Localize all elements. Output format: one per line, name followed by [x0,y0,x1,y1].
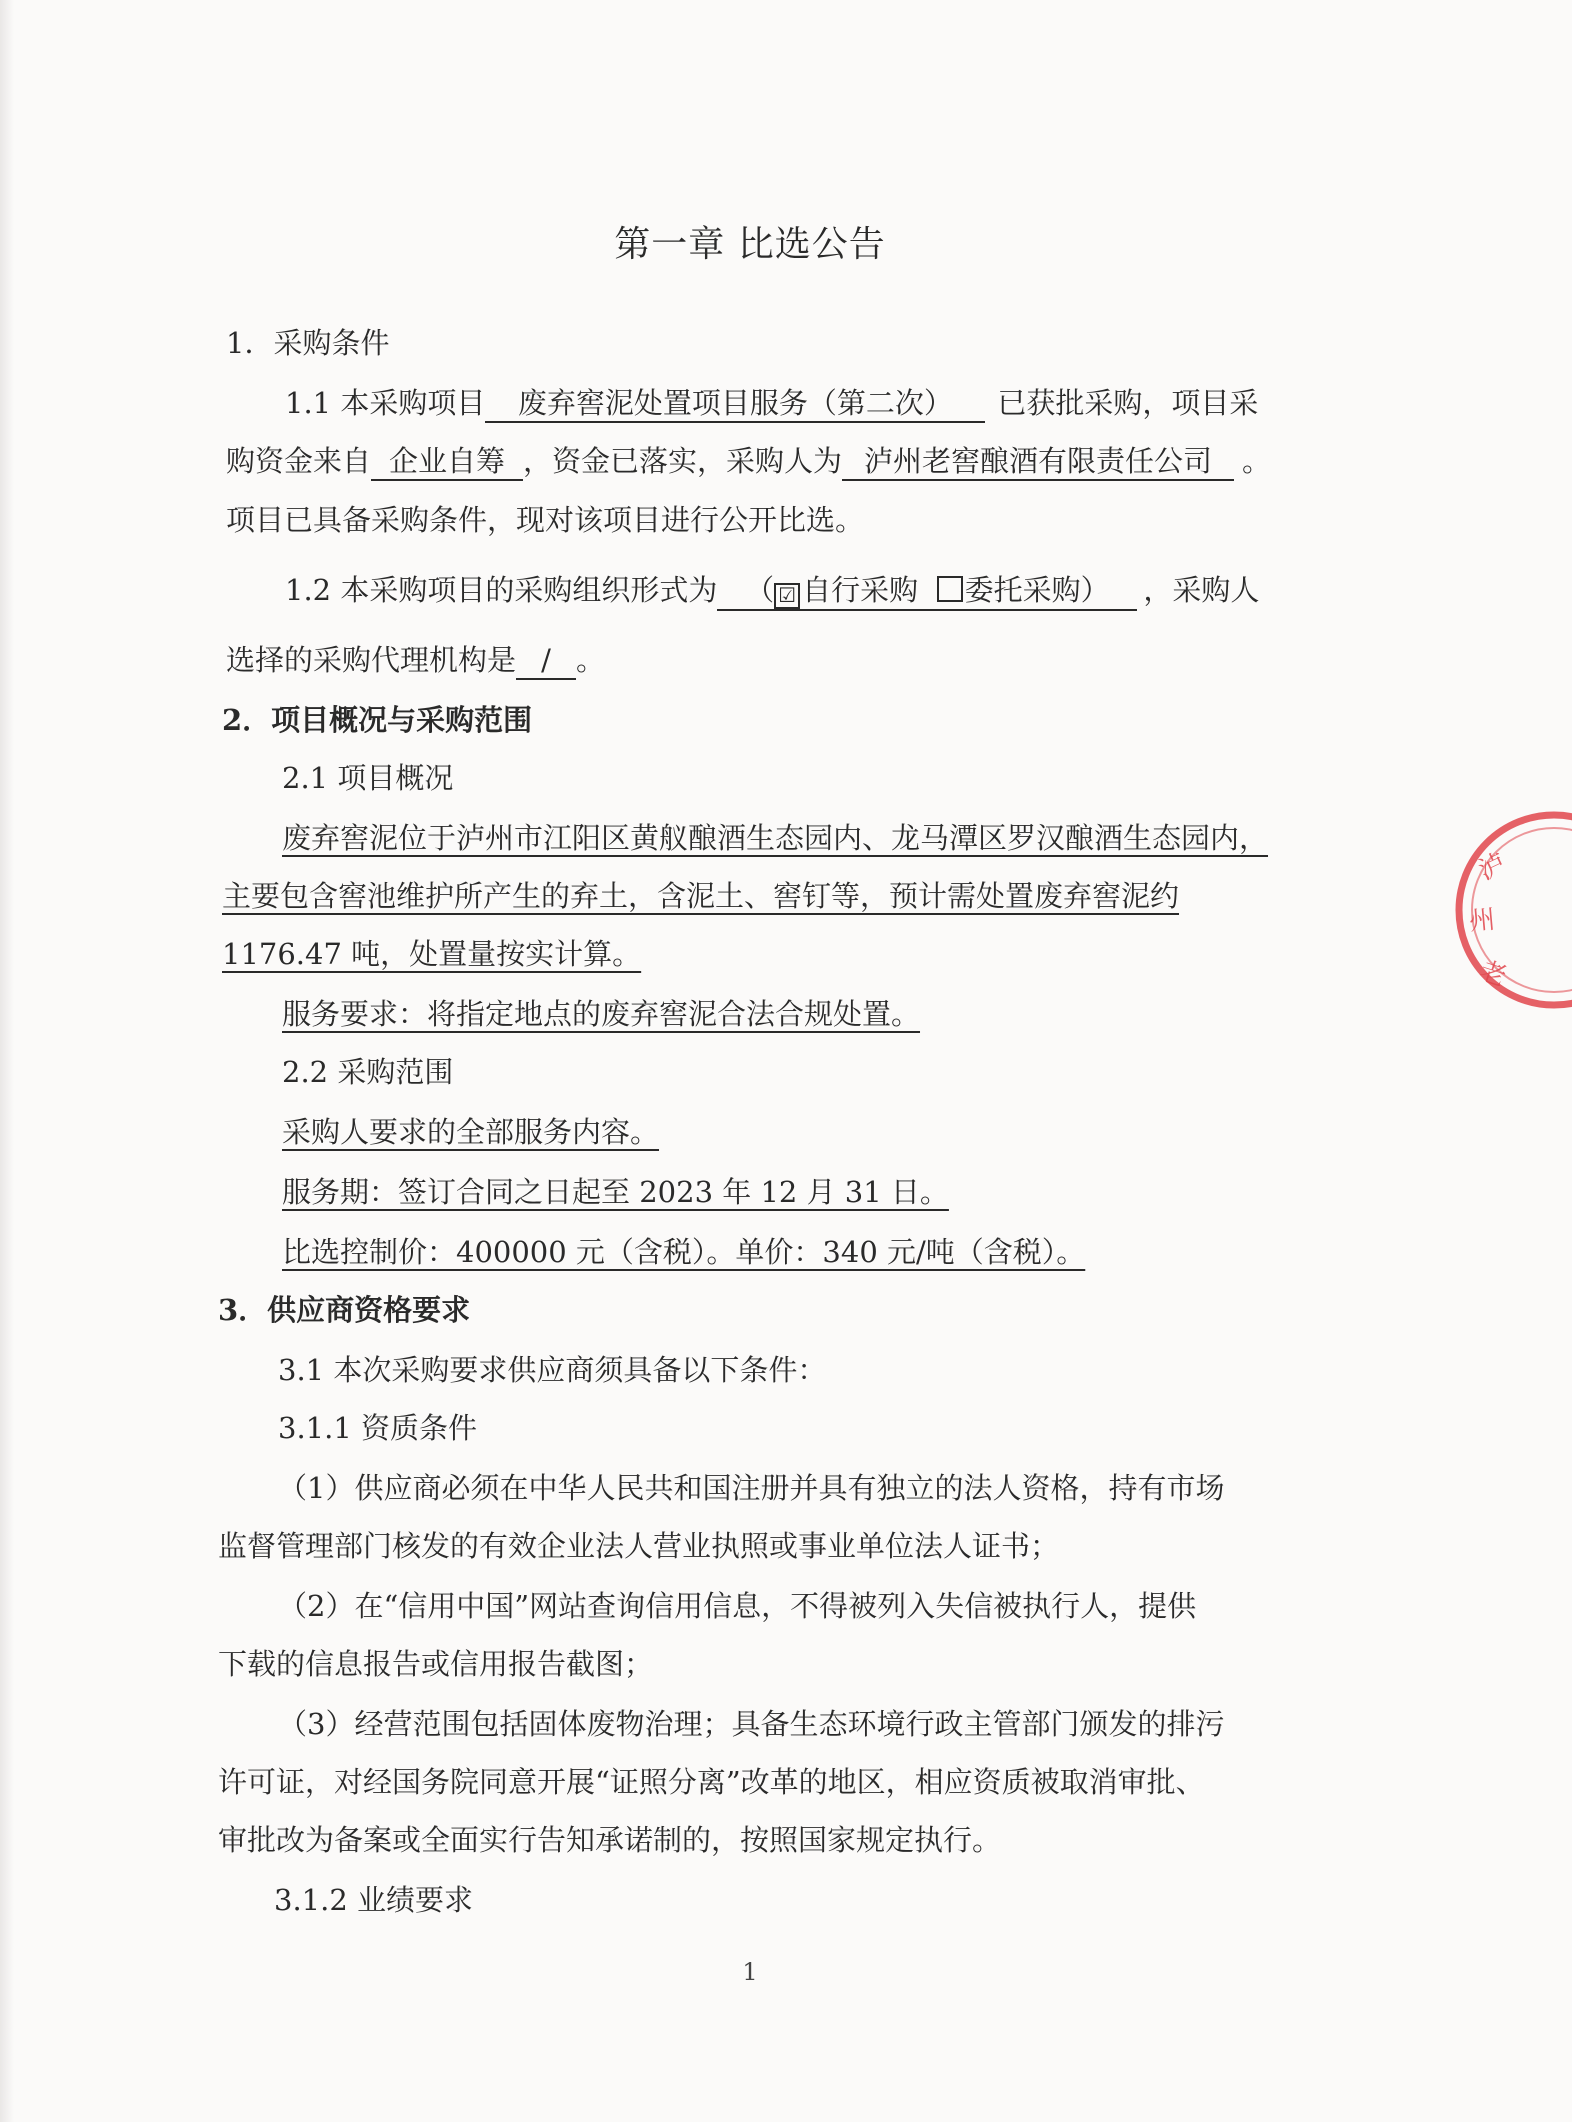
overview-line-2: 主要包含窖池维护所产生的弃土，含泥土、窖钉等，预计需处置废弃窖泥约 [222,879,1180,913]
page-number: 1 [742,1958,758,1986]
p2-lead: 1.2 本采购项目的采购组织形式为 [285,573,718,607]
agency-blank: / [516,642,576,680]
unchecked-box-icon [937,576,963,602]
condition-2-line-2: 下载的信息报告或信用报告截图； [218,1647,654,1681]
condition-1-line-2: 监督管理部门核发的有效企业法人营业执照或事业单位法人证书； [218,1529,1060,1563]
overview-line-1: 废弃窖泥位于泸州市江阳区黄舣酿酒生态园内、龙马潭区罗汉酿酒生态园内， [282,821,1269,855]
control-price: 比选控制价：400000 元（含税）。单价：340 元/吨（含税）。 [282,1235,1086,1269]
section-1-heading: 1．采购条件 [226,326,390,360]
p1-line2-end: 。 [1242,444,1272,478]
purchaser-blank: 泸州老窖酿酒有限责任公司 [842,443,1234,481]
purchase-form-blank [717,572,1137,611]
fund-source-blank: 企业自筹 [371,443,523,481]
project-name-blank: 废弃窖泥处置项目服务（第二次） [485,385,985,423]
form-open: （ [745,573,775,607]
scan-edge-shadow [0,0,14,2122]
chapter-title: 第一章 比选公告 [614,224,886,265]
form-close: ） [1080,573,1110,607]
scope-text: 采购人要求的全部服务内容。 [282,1115,660,1149]
condition-3-line-3: 审批改为备案或全面实行告知承诺制的，按照国家规定执行。 [218,1823,1002,1857]
self-purchase-option: 自行采购 [802,573,919,607]
p2-end: ，采购人 [1143,573,1260,607]
entrust-purchase-option: 委托采购 [964,573,1081,607]
svg-text:老: 老 [1475,956,1510,993]
svg-text:泸: 泸 [1474,848,1511,887]
p2-line2-end: 。 [576,643,606,677]
checked-box-icon: ☑ [774,583,800,609]
p2-line2-lead: 选择的采购代理机构是 [226,643,517,677]
paragraph-1-1-line-1 [285,383,1258,423]
condition-2-line-1: （2）在“信用中国”网站查询信用信息，不得被列入失信被执行人，提供 [278,1589,1197,1623]
condition-3-line-2: 许可证，对经国务院同意开展“证照分离”改革的地区，相应资质被取消审批、 [218,1765,1205,1799]
section-3-1-2-heading: 3.1.2 业绩要求 [274,1883,474,1917]
p1-line2-mid: ，资金已落实，采购人为 [523,444,843,478]
section-3-1-heading: 3.1 本次采购要求供应商须具备以下条件： [278,1353,827,1387]
paragraph-1-2-line-1 [285,570,1259,611]
section-3-heading: 3．供应商资格要求 [218,1293,471,1327]
overview-line-3: 1176.47 吨，处置量按实计算。 [222,937,642,971]
condition-3-line-1: （3）经营范围包括固体废物治理；具备生态环境行政主管部门颁发的排污 [278,1707,1225,1741]
p1-lead: 1.1 本采购项目 [285,386,486,420]
service-period: 服务期：签订合同之日起至 2023 年 12 月 31 日。 [282,1175,949,1209]
p1-line2-lead: 购资金来自 [226,444,372,478]
company-seal-stamp [1432,800,1572,1020]
section-3-1-1-heading: 3.1.1 资质条件 [278,1411,478,1445]
paragraph-1-1-line-2 [226,441,1271,481]
section-2-2-heading: 2.2 采购范围 [282,1055,454,1089]
paragraph-1-1-line-3: 项目已具备采购条件，现对该项目进行公开比选。 [226,503,865,537]
svg-text:州: 州 [1467,904,1497,937]
service-requirement: 服务要求：将指定地点的废弃窖泥合法合规处置。 [282,997,921,1031]
section-2-1-heading: 2.1 项目概况 [282,761,454,795]
condition-1-line-1: （1）供应商必须在中华人民共和国注册并具有独立的法人资格，持有市场 [278,1471,1225,1505]
section-2-heading: 2．项目概况与采购范围 [222,703,533,737]
paragraph-1-2-line-2 [226,640,605,680]
p1-mid: 已获批采购，项目采 [997,386,1259,420]
